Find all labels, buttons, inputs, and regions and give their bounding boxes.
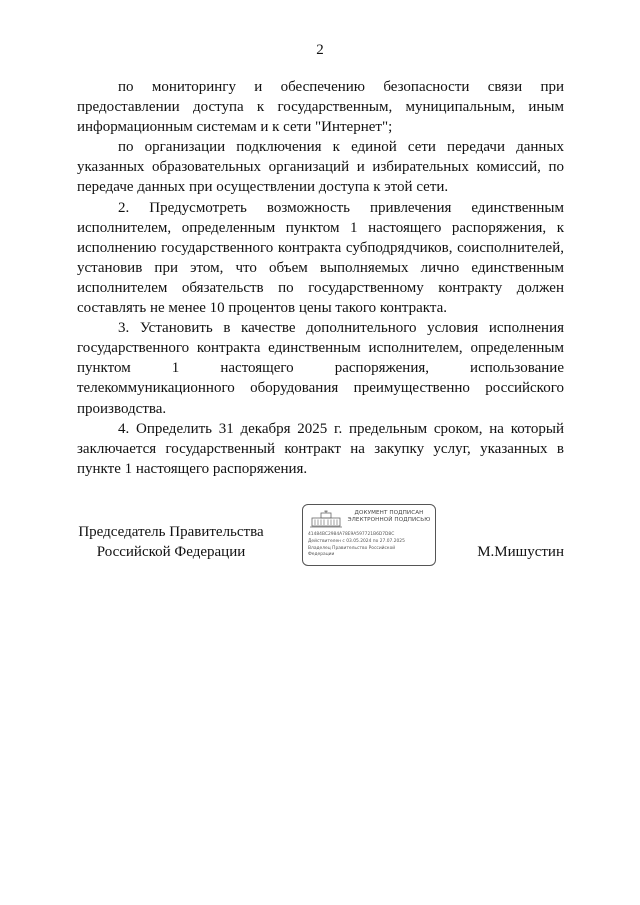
stamp-header: ДОКУМЕНТ ПОДПИСАН ЭЛЕКТРОННОЙ ПОДПИСЬЮ — [347, 510, 431, 523]
paragraph: по мониторингу и обеспечению безопасности связи при предоставлении доступа к государственным, муниципальным, иным информационным системам и к сети "Интернет"; — [77, 79, 564, 136]
paragraph: 2. Предусмотреть возможность привлечения единственным исполнителем, определенным пунктом 1 настоящего распоряжения, к исполнению государственного контракта субподрядчиков, соисполнителей, установив при этом, что объем выполняемых лично единственным исполнителем обязательств по государственному контракту должен составлять не менее 10 процентов цены такого контракта. — [77, 199, 564, 317]
stamp-certificate: 41484BC2984A78E9A597721B6D7D8C — [308, 532, 395, 537]
page-number: 2 — [316, 42, 324, 58]
signature-block — [0, 500, 640, 580]
signer-title — [77, 522, 265, 562]
signer-name: М.Мишустин — [477, 544, 564, 560]
stamp-owner: Федерации — [308, 552, 335, 557]
stamp-owner: Владелец Правительство Российской — [308, 546, 396, 551]
paragraph: по организации подключения к единой сети передачи данных указанных образовательных организаций и избирательных комиссий, по передаче данных при осуществлении доступа к этой сети. — [77, 139, 564, 196]
signer-title-line: Председатель Правительства — [78, 524, 264, 540]
electronic-signature-stamp — [302, 504, 436, 566]
document-body — [77, 77, 564, 479]
paragraph: 3. Установить в качестве дополнительного условия исполнения государственного контракта единственным исполнителем, определенным пунктом 1 настоящего распоряжения, использование телекоммуникационного оборудования преимущественно российского производства. — [77, 320, 564, 417]
paragraph: 4. Определить 31 декабря 2025 г. предельным сроком, на который заключается государственный контракт на закупку услуг, указанных в пункте 1 настоящего распоряжения. — [77, 420, 564, 477]
signer-title-line: Российской Федерации — [96, 544, 246, 560]
government-building-icon — [309, 510, 343, 528]
stamp-validity: Действителен с 03.05.2024 по 27.07.2025 — [308, 539, 405, 544]
